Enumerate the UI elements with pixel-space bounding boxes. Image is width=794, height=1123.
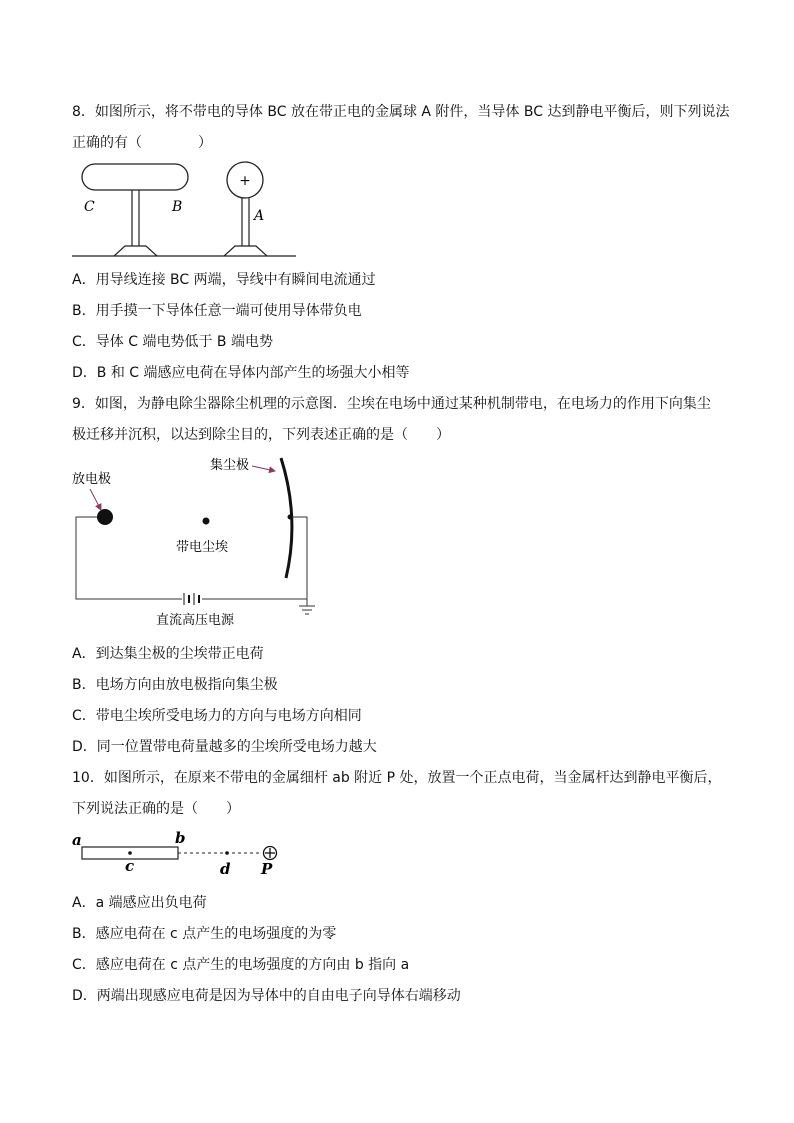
q8-option-a: A．用导线连接 BC 两端，导线中有瞬间电流通过 [72, 272, 376, 288]
conductor-bc [82, 164, 188, 190]
discharge-electrode-label: 放电极 [72, 472, 112, 487]
q9-option-b: B．电场方向由放电极指向集尘极 [72, 677, 278, 693]
label-p: P [261, 860, 273, 878]
collector-electrode-label: 集尘极 [210, 458, 250, 473]
discharge-electrode [97, 509, 113, 525]
q10-figure [70, 828, 290, 880]
label-c: C [84, 199, 95, 215]
q10-option-d: D．两端出现感应电荷是因为导体中的自由电子向导体右端移动 [72, 988, 461, 1004]
q8-option-d: D．B 和 C 端感应电荷在导体内部产生的场强大小相等 [72, 365, 410, 381]
charged-dust-label: 带电尘埃 [176, 540, 229, 555]
q9-option-a: A．到达集尘极的尘埃带正电荷 [72, 646, 264, 662]
q9-stem-line-2: 极迁移并沉积，以达到除尘目的，下列表述正确的是（ ） [72, 427, 450, 443]
label-c: c [125, 857, 135, 875]
conductor-base [114, 246, 157, 256]
q8-option-b: B．用手摸一下导体任意一端可使用导体带负电 [72, 303, 362, 319]
plus-sign: + [239, 173, 251, 189]
q10-option-b: B．感应电荷在 c 点产生的电场强度的为零 [72, 926, 337, 942]
label-b: B [172, 199, 183, 215]
charged-dust [203, 518, 210, 525]
point-d [225, 851, 229, 855]
discharge-pointer [90, 489, 101, 510]
q10-stem-line-2: 下列说法正确的是（ ） [72, 801, 240, 817]
q10-stem-line-1: 10．如图所示，在原来不带电的金属细杆 ab 附近 P 处，放置一个正点电荷，当金属杆达到静电平衡后， [72, 770, 722, 786]
q8-option-c: C．导体 C 端电势低于 B 端电势 [72, 334, 273, 350]
q9-figure [68, 452, 328, 632]
q9-option-c: C．带电尘埃所受电场力的方向与电场方向相同 [72, 708, 362, 724]
q9-option-d: D．同一位置带电荷量越多的尘埃所受电场力越大 [72, 739, 377, 755]
q8-stem-line-1: 8．如图所示，将不带电的导体 BC 放在带正电的金属球 A 附件，当导体 BC 达到静电平衡后，则下列说法 [72, 104, 730, 120]
label-d: d [220, 860, 231, 878]
q8-stem-line-2: 正确的有（ ） [72, 135, 212, 151]
q9-stem-line-1: 9．如图，为静电除尘器除尘机理的示意图．尘埃在电场中通过某种机制带电，在电场力的作用下向集尘 [72, 396, 711, 412]
collector-pointer [252, 466, 275, 471]
label-a: A [254, 208, 265, 224]
ball-base [224, 246, 267, 256]
label-b: b [175, 829, 186, 847]
q8-figure [70, 156, 310, 264]
point-c [128, 851, 132, 855]
q10-option-c: C．感应电荷在 c 点产生的电场强度的方向由 b 指向 a [72, 957, 410, 973]
power-supply-label: 直流高压电源 [156, 613, 235, 628]
label-a: a [72, 831, 82, 849]
collector-contact [288, 515, 293, 520]
q10-option-a: A．a 端感应出负电荷 [72, 895, 207, 911]
circuit-wire [76, 517, 307, 599]
